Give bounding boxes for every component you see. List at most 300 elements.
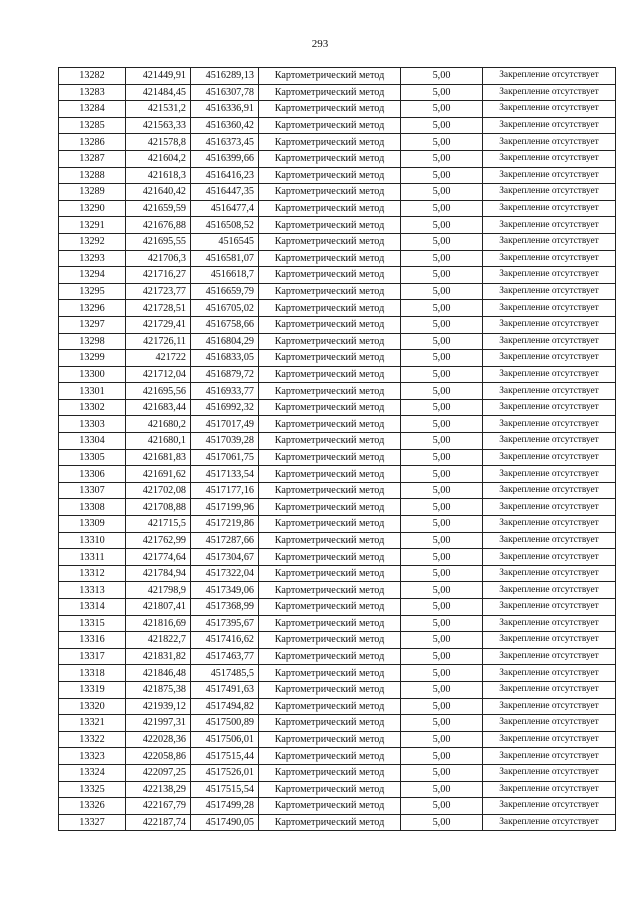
error-cell: 5,00 — [401, 366, 483, 383]
x-coordinate-cell: 421691,62 — [126, 466, 191, 483]
method-cell: Картометрический метод — [259, 233, 401, 250]
fixation-cell: Закрепление отсутствует — [483, 482, 616, 499]
error-cell: 5,00 — [401, 648, 483, 665]
point-number-cell: 13295 — [59, 283, 126, 300]
table-row — [59, 798, 616, 815]
point-number-cell: 13324 — [59, 764, 126, 781]
point-number-cell: 13297 — [59, 316, 126, 333]
fixation-cell: Закрепление отсутствует — [483, 814, 616, 831]
method-cell: Картометрический метод — [259, 68, 401, 85]
error-cell: 5,00 — [401, 582, 483, 599]
point-number-cell: 13288 — [59, 167, 126, 184]
table-row — [59, 84, 616, 101]
x-coordinate-cell: 421640,42 — [126, 184, 191, 201]
y-coordinate-cell: 4517287,66 — [191, 532, 259, 549]
y-coordinate-cell: 4516360,42 — [191, 117, 259, 134]
point-number-cell: 13316 — [59, 632, 126, 649]
x-coordinate-cell: 421762,99 — [126, 532, 191, 549]
fixation-cell: Закрепление отсутствует — [483, 416, 616, 433]
fixation-cell: Закрепление отсутствует — [483, 300, 616, 317]
fixation-cell: Закрепление отсутствует — [483, 748, 616, 765]
method-cell: Картометрический метод — [259, 283, 401, 300]
point-number-cell: 13303 — [59, 416, 126, 433]
y-coordinate-cell: 4517416,62 — [191, 632, 259, 649]
y-coordinate-cell: 4517499,28 — [191, 798, 259, 815]
point-number-cell: 13313 — [59, 582, 126, 599]
y-coordinate-cell: 4517017,49 — [191, 416, 259, 433]
y-coordinate-cell: 4516992,32 — [191, 399, 259, 416]
y-coordinate-cell: 4517526,01 — [191, 764, 259, 781]
y-coordinate-cell: 4517199,96 — [191, 499, 259, 516]
y-coordinate-cell: 4516545 — [191, 233, 259, 250]
table-row — [59, 399, 616, 416]
method-cell: Картометрический метод — [259, 350, 401, 367]
point-number-cell: 13285 — [59, 117, 126, 134]
method-cell: Картометрический метод — [259, 582, 401, 599]
method-cell: Картометрический метод — [259, 781, 401, 798]
table-row — [59, 516, 616, 533]
error-cell: 5,00 — [401, 399, 483, 416]
y-coordinate-cell: 4517491,63 — [191, 681, 259, 698]
method-cell: Картометрический метод — [259, 101, 401, 118]
table-row — [59, 665, 616, 682]
fixation-cell: Закрепление отсутствует — [483, 134, 616, 151]
fixation-cell: Закрепление отсутствует — [483, 648, 616, 665]
y-coordinate-cell: 4517490,05 — [191, 814, 259, 831]
error-cell: 5,00 — [401, 117, 483, 134]
error-cell: 5,00 — [401, 781, 483, 798]
table-row — [59, 217, 616, 234]
point-number-cell: 13319 — [59, 681, 126, 698]
y-coordinate-cell: 4516336,91 — [191, 101, 259, 118]
method-cell: Картометрический метод — [259, 184, 401, 201]
fixation-cell: Закрепление отсутствует — [483, 549, 616, 566]
fixation-cell: Закрепление отсутствует — [483, 267, 616, 284]
method-cell: Картометрический метод — [259, 615, 401, 632]
point-number-cell: 13294 — [59, 267, 126, 284]
error-cell: 5,00 — [401, 565, 483, 582]
method-cell: Картометрический метод — [259, 117, 401, 134]
fixation-cell: Закрепление отсутствует — [483, 399, 616, 416]
x-coordinate-cell: 421715,5 — [126, 516, 191, 533]
error-cell: 5,00 — [401, 814, 483, 831]
method-cell: Картометрический метод — [259, 383, 401, 400]
table-row — [59, 615, 616, 632]
point-number-cell: 13320 — [59, 698, 126, 715]
error-cell: 5,00 — [401, 134, 483, 151]
x-coordinate-cell: 421702,08 — [126, 482, 191, 499]
y-coordinate-cell: 4517395,67 — [191, 615, 259, 632]
method-cell: Картометрический метод — [259, 200, 401, 217]
y-coordinate-cell: 4516758,66 — [191, 316, 259, 333]
error-cell: 5,00 — [401, 466, 483, 483]
x-coordinate-cell: 422167,79 — [126, 798, 191, 815]
x-coordinate-cell: 422138,29 — [126, 781, 191, 798]
y-coordinate-cell: 4517494,82 — [191, 698, 259, 715]
method-cell: Картометрический метод — [259, 648, 401, 665]
fixation-cell: Закрепление отсутствует — [483, 698, 616, 715]
table-row — [59, 416, 616, 433]
point-number-cell: 13306 — [59, 466, 126, 483]
error-cell: 5,00 — [401, 681, 483, 698]
error-cell: 5,00 — [401, 715, 483, 732]
method-cell: Картометрический метод — [259, 715, 401, 732]
error-cell: 5,00 — [401, 167, 483, 184]
error-cell: 5,00 — [401, 516, 483, 533]
table-row — [59, 167, 616, 184]
error-cell: 5,00 — [401, 184, 483, 201]
point-number-cell: 13321 — [59, 715, 126, 732]
y-coordinate-cell: 4517515,54 — [191, 781, 259, 798]
error-cell: 5,00 — [401, 101, 483, 118]
table-row — [59, 549, 616, 566]
point-number-cell: 13312 — [59, 565, 126, 582]
error-cell: 5,00 — [401, 383, 483, 400]
y-coordinate-cell: 4516447,35 — [191, 184, 259, 201]
table-row — [59, 433, 616, 450]
method-cell: Картометрический метод — [259, 84, 401, 101]
error-cell: 5,00 — [401, 84, 483, 101]
y-coordinate-cell: 4517485,5 — [191, 665, 259, 682]
point-number-cell: 13290 — [59, 200, 126, 217]
method-cell: Картометрический метод — [259, 267, 401, 284]
fixation-cell: Закрепление отсутствует — [483, 283, 616, 300]
point-number-cell: 13298 — [59, 333, 126, 350]
y-coordinate-cell: 4517219,86 — [191, 516, 259, 533]
point-number-cell: 13310 — [59, 532, 126, 549]
table-row — [59, 499, 616, 516]
fixation-cell: Закрепление отсутствует — [483, 715, 616, 732]
method-cell: Картометрический метод — [259, 814, 401, 831]
method-cell: Картометрический метод — [259, 764, 401, 781]
point-number-cell: 13287 — [59, 150, 126, 167]
x-coordinate-cell: 422028,36 — [126, 731, 191, 748]
fixation-cell: Закрепление отсутствует — [483, 632, 616, 649]
table-row — [59, 565, 616, 582]
y-coordinate-cell: 4516659,79 — [191, 283, 259, 300]
y-coordinate-cell: 4517500,89 — [191, 715, 259, 732]
fixation-cell: Закрепление отсутствует — [483, 433, 616, 450]
error-cell: 5,00 — [401, 482, 483, 499]
point-number-cell: 13311 — [59, 549, 126, 566]
method-cell: Картометрический метод — [259, 632, 401, 649]
point-number-cell: 13286 — [59, 134, 126, 151]
coordinates-table — [58, 67, 616, 831]
fixation-cell: Закрепление отсутствует — [483, 731, 616, 748]
error-cell: 5,00 — [401, 250, 483, 267]
table-row — [59, 233, 616, 250]
x-coordinate-cell: 421659,59 — [126, 200, 191, 217]
table-row — [59, 333, 616, 350]
error-cell: 5,00 — [401, 748, 483, 765]
x-coordinate-cell: 421578,8 — [126, 134, 191, 151]
fixation-cell: Закрепление отсутствует — [483, 167, 616, 184]
table-row — [59, 366, 616, 383]
table-row — [59, 748, 616, 765]
x-coordinate-cell: 421706,3 — [126, 250, 191, 267]
x-coordinate-cell: 421798,9 — [126, 582, 191, 599]
fixation-cell: Закрепление отсутствует — [483, 233, 616, 250]
fixation-cell: Закрепление отсутствует — [483, 565, 616, 582]
method-cell: Картометрический метод — [259, 565, 401, 582]
fixation-cell: Закрепление отсутствует — [483, 184, 616, 201]
y-coordinate-cell: 4516508,52 — [191, 217, 259, 234]
fixation-cell: Закрепление отсутствует — [483, 101, 616, 118]
x-coordinate-cell: 421618,3 — [126, 167, 191, 184]
method-cell: Картометрический метод — [259, 150, 401, 167]
fixation-cell: Закрепление отсутствует — [483, 366, 616, 383]
table-row — [59, 101, 616, 118]
error-cell: 5,00 — [401, 615, 483, 632]
coordinates-table-body — [59, 68, 616, 831]
fixation-cell: Закрепление отсутствует — [483, 516, 616, 533]
fixation-cell: Закрепление отсутствует — [483, 150, 616, 167]
fixation-cell: Закрепление отсутствует — [483, 68, 616, 85]
error-cell: 5,00 — [401, 798, 483, 815]
error-cell: 5,00 — [401, 433, 483, 450]
x-coordinate-cell: 421708,88 — [126, 499, 191, 516]
y-coordinate-cell: 4516705,02 — [191, 300, 259, 317]
y-coordinate-cell: 4517515,44 — [191, 748, 259, 765]
method-cell: Картометрический метод — [259, 665, 401, 682]
error-cell: 5,00 — [401, 283, 483, 300]
error-cell: 5,00 — [401, 599, 483, 616]
y-coordinate-cell: 4516933,77 — [191, 383, 259, 400]
point-number-cell: 13322 — [59, 731, 126, 748]
fixation-cell: Закрепление отсутствует — [483, 499, 616, 516]
x-coordinate-cell: 421875,38 — [126, 681, 191, 698]
error-cell: 5,00 — [401, 764, 483, 781]
point-number-cell: 13326 — [59, 798, 126, 815]
y-coordinate-cell: 4516289,13 — [191, 68, 259, 85]
x-coordinate-cell: 421807,41 — [126, 599, 191, 616]
table-row — [59, 582, 616, 599]
x-coordinate-cell: 421939,12 — [126, 698, 191, 715]
x-coordinate-cell: 421726,11 — [126, 333, 191, 350]
fixation-cell: Закрепление отсутствует — [483, 665, 616, 682]
y-coordinate-cell: 4516581,07 — [191, 250, 259, 267]
method-cell: Картометрический метод — [259, 599, 401, 616]
x-coordinate-cell: 421997,31 — [126, 715, 191, 732]
fixation-cell: Закрепление отсутствует — [483, 764, 616, 781]
fixation-cell: Закрепление отсутствует — [483, 449, 616, 466]
error-cell: 5,00 — [401, 449, 483, 466]
method-cell: Картометрический метод — [259, 748, 401, 765]
table-row — [59, 134, 616, 151]
point-number-cell: 13301 — [59, 383, 126, 400]
table-row — [59, 482, 616, 499]
x-coordinate-cell: 421712,04 — [126, 366, 191, 383]
x-coordinate-cell: 421723,77 — [126, 283, 191, 300]
x-coordinate-cell: 421681,83 — [126, 449, 191, 466]
point-number-cell: 13304 — [59, 433, 126, 450]
y-coordinate-cell: 4517463,77 — [191, 648, 259, 665]
fixation-cell: Закрепление отсутствует — [483, 383, 616, 400]
method-cell: Картометрический метод — [259, 532, 401, 549]
y-coordinate-cell: 4517368,99 — [191, 599, 259, 616]
method-cell: Картометрический метод — [259, 482, 401, 499]
y-coordinate-cell: 4516373,45 — [191, 134, 259, 151]
fixation-cell: Закрепление отсутствует — [483, 582, 616, 599]
x-coordinate-cell: 421774,64 — [126, 549, 191, 566]
fixation-cell: Закрепление отсутствует — [483, 798, 616, 815]
table-row — [59, 350, 616, 367]
fixation-cell: Закрепление отсутствует — [483, 781, 616, 798]
fixation-cell: Закрепление отсутствует — [483, 84, 616, 101]
error-cell: 5,00 — [401, 217, 483, 234]
method-cell: Картометрический метод — [259, 433, 401, 450]
method-cell: Картометрический метод — [259, 416, 401, 433]
error-cell: 5,00 — [401, 150, 483, 167]
x-coordinate-cell: 422187,74 — [126, 814, 191, 831]
table-row — [59, 814, 616, 831]
method-cell: Картометрический метод — [259, 681, 401, 698]
x-coordinate-cell: 422058,86 — [126, 748, 191, 765]
method-cell: Картометрический метод — [259, 798, 401, 815]
method-cell: Картометрический метод — [259, 134, 401, 151]
method-cell: Картометрический метод — [259, 516, 401, 533]
error-cell: 5,00 — [401, 333, 483, 350]
table-row — [59, 267, 616, 284]
table-row — [59, 184, 616, 201]
fixation-cell: Закрепление отсутствует — [483, 250, 616, 267]
y-coordinate-cell: 4516618,7 — [191, 267, 259, 284]
error-cell: 5,00 — [401, 499, 483, 516]
table-row — [59, 283, 616, 300]
point-number-cell: 13309 — [59, 516, 126, 533]
point-number-cell: 13282 — [59, 68, 126, 85]
table-row — [59, 383, 616, 400]
fixation-cell: Закрепление отсутствует — [483, 200, 616, 217]
y-coordinate-cell: 4517133,54 — [191, 466, 259, 483]
fixation-cell: Закрепление отсутствует — [483, 117, 616, 134]
method-cell: Картометрический метод — [259, 466, 401, 483]
table-row — [59, 250, 616, 267]
x-coordinate-cell: 421816,69 — [126, 615, 191, 632]
point-number-cell: 13299 — [59, 350, 126, 367]
table-row — [59, 698, 616, 715]
point-number-cell: 13284 — [59, 101, 126, 118]
method-cell: Картометрический метод — [259, 167, 401, 184]
point-number-cell: 13300 — [59, 366, 126, 383]
y-coordinate-cell: 4516804,29 — [191, 333, 259, 350]
table-row — [59, 532, 616, 549]
error-cell: 5,00 — [401, 233, 483, 250]
x-coordinate-cell: 422097,25 — [126, 764, 191, 781]
point-number-cell: 13308 — [59, 499, 126, 516]
x-coordinate-cell: 421831,82 — [126, 648, 191, 665]
x-coordinate-cell: 421822,7 — [126, 632, 191, 649]
fixation-cell: Закрепление отсутствует — [483, 333, 616, 350]
x-coordinate-cell: 421722 — [126, 350, 191, 367]
x-coordinate-cell: 421531,2 — [126, 101, 191, 118]
point-number-cell: 13302 — [59, 399, 126, 416]
error-cell: 5,00 — [401, 532, 483, 549]
y-coordinate-cell: 4517061,75 — [191, 449, 259, 466]
x-coordinate-cell: 421729,41 — [126, 316, 191, 333]
error-cell: 5,00 — [401, 416, 483, 433]
fixation-cell: Закрепление отсутствует — [483, 350, 616, 367]
point-number-cell: 13327 — [59, 814, 126, 831]
table-row — [59, 648, 616, 665]
y-coordinate-cell: 4516416,23 — [191, 167, 259, 184]
method-cell: Картометрический метод — [259, 449, 401, 466]
fixation-cell: Закрепление отсутствует — [483, 681, 616, 698]
fixation-cell: Закрепление отсутствует — [483, 217, 616, 234]
error-cell: 5,00 — [401, 350, 483, 367]
y-coordinate-cell: 4516477,4 — [191, 200, 259, 217]
table-row — [59, 117, 616, 134]
method-cell: Картометрический метод — [259, 366, 401, 383]
table-row — [59, 731, 616, 748]
y-coordinate-cell: 4517304,67 — [191, 549, 259, 566]
y-coordinate-cell: 4517506,01 — [191, 731, 259, 748]
method-cell: Картометрический метод — [259, 399, 401, 416]
table-row — [59, 316, 616, 333]
point-number-cell: 13291 — [59, 217, 126, 234]
method-cell: Картометрический метод — [259, 300, 401, 317]
error-cell: 5,00 — [401, 632, 483, 649]
x-coordinate-cell: 421683,44 — [126, 399, 191, 416]
error-cell: 5,00 — [401, 549, 483, 566]
table-row — [59, 300, 616, 317]
table-row — [59, 781, 616, 798]
error-cell: 5,00 — [401, 698, 483, 715]
y-coordinate-cell: 4517039,28 — [191, 433, 259, 450]
method-cell: Картометрический метод — [259, 698, 401, 715]
table-row — [59, 764, 616, 781]
point-number-cell: 13307 — [59, 482, 126, 499]
table-row — [59, 599, 616, 616]
x-coordinate-cell: 421680,2 — [126, 416, 191, 433]
x-coordinate-cell: 421680,1 — [126, 433, 191, 450]
point-number-cell: 13314 — [59, 599, 126, 616]
point-number-cell: 13305 — [59, 449, 126, 466]
method-cell: Картометрический метод — [259, 549, 401, 566]
point-number-cell: 13325 — [59, 781, 126, 798]
fixation-cell: Закрепление отсутствует — [483, 599, 616, 616]
y-coordinate-cell: 4516399,66 — [191, 150, 259, 167]
y-coordinate-cell: 4517349,06 — [191, 582, 259, 599]
x-coordinate-cell: 421484,45 — [126, 84, 191, 101]
error-cell: 5,00 — [401, 731, 483, 748]
point-number-cell: 13296 — [59, 300, 126, 317]
method-cell: Картометрический метод — [259, 250, 401, 267]
y-coordinate-cell: 4516833,05 — [191, 350, 259, 367]
point-number-cell: 13289 — [59, 184, 126, 201]
table-row — [59, 68, 616, 85]
table-row — [59, 715, 616, 732]
table-row — [59, 466, 616, 483]
point-number-cell: 13283 — [59, 84, 126, 101]
x-coordinate-cell: 421784,94 — [126, 565, 191, 582]
point-number-cell: 13293 — [59, 250, 126, 267]
error-cell: 5,00 — [401, 200, 483, 217]
x-coordinate-cell: 421695,55 — [126, 233, 191, 250]
method-cell: Картометрический метод — [259, 333, 401, 350]
x-coordinate-cell: 421676,88 — [126, 217, 191, 234]
fixation-cell: Закрепление отсутствует — [483, 316, 616, 333]
error-cell: 5,00 — [401, 267, 483, 284]
x-coordinate-cell: 421695,56 — [126, 383, 191, 400]
x-coordinate-cell: 421449,91 — [126, 68, 191, 85]
y-coordinate-cell: 4516307,78 — [191, 84, 259, 101]
error-cell: 5,00 — [401, 68, 483, 85]
table-row — [59, 681, 616, 698]
page-number: 293 — [311, 38, 329, 50]
y-coordinate-cell: 4516879,72 — [191, 366, 259, 383]
x-coordinate-cell: 421728,51 — [126, 300, 191, 317]
